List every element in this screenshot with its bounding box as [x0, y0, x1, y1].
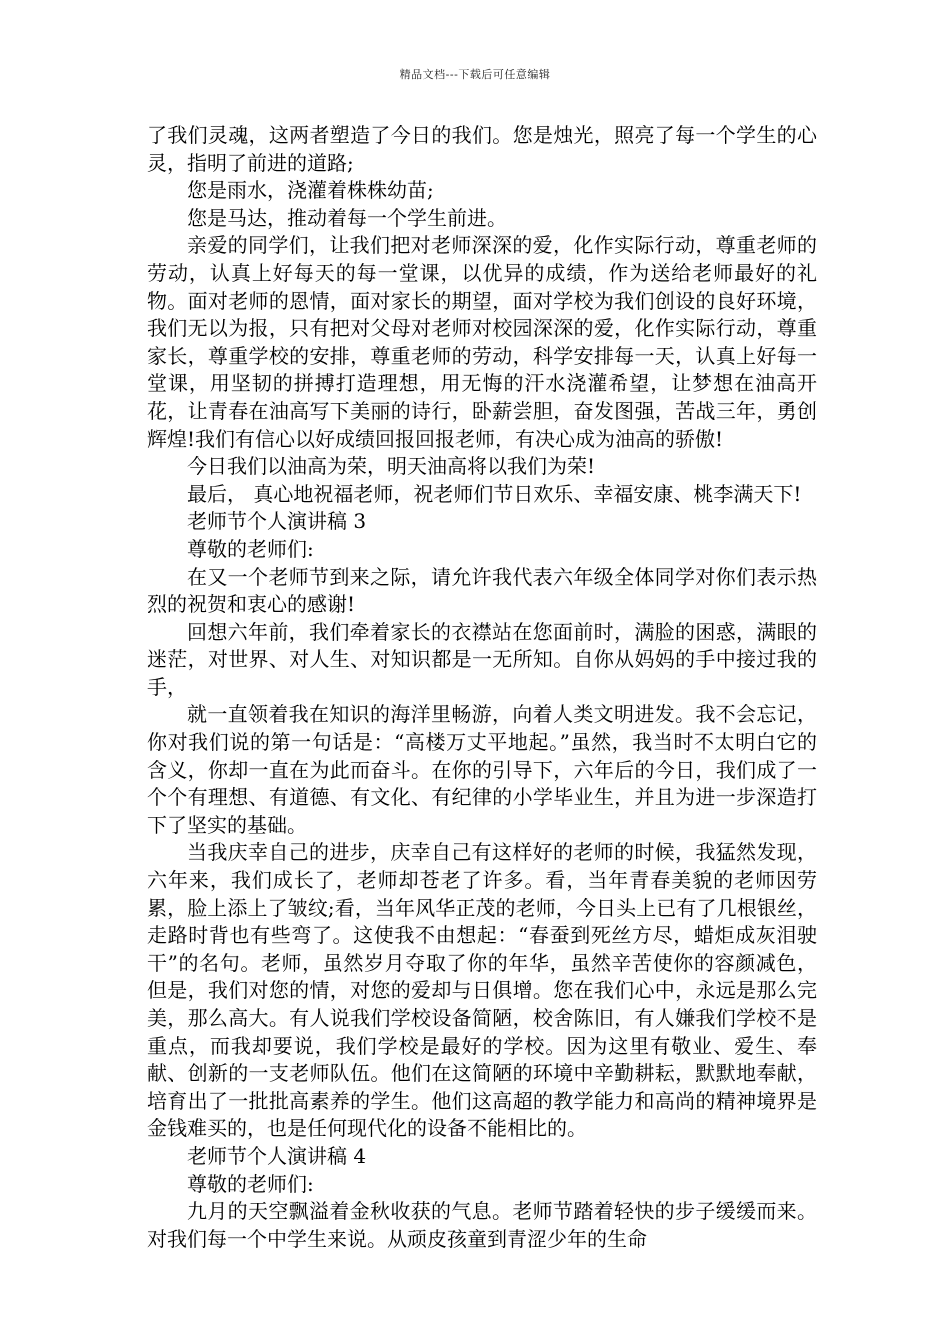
- paragraph: 当我庆幸自己的进步，庆幸自己有这样好的老师的时候，我猛然发现，六年来，我们成长了，老师却苍老了许多。看，当年青春美貌的老师因劳累，脸上添上了皱纹;看，当年风华正茂的老师，今日头上已有了几根银丝，走路时背也有些弯了。这使我不由想起：“春蚕到死丝方尽，蜡炬成灰泪驶干”的名句。老师，虽然岁月夺取了你的年华，虽然辛苦使你的容颜减色，但是，我们对您的情，对您的爱却与日俱增。您在我们心中，永远是那么完美，那么高大。有人说我们学校设备简陋，校舍陈旧，有人嫌我们学校不是重点，而我却要说，我们学校是最好的学校。因为这里有敬业、爱生、奉献、创新的一支老师队伍。他们在这简陋的环境中辛勤耕耘，默默地奉献，培育出了一批批高素养的学生。他们这高超的教学能力和高尚的精神境界是金钱难买的，也是任何现代化的设备不能相比的。: [147, 840, 817, 1141]
- paragraph: 您是马达，推动着每一个学生前进。: [187, 205, 507, 230]
- paragraph: 最后， 真心地祝福老师，祝老师们节日欢乐、幸福安康、桃李满天下!: [187, 481, 802, 506]
- salutation: 尊敬的老师们:: [187, 536, 314, 561]
- paragraph-continuation: 了我们灵魂，这两者塑造了今日的我们。您是烛光，照亮了每一个学生的心灵，指明了前进的道路;: [147, 123, 817, 175]
- paragraph: 亲爱的同学们，让我们把对老师深深的爱，化作实际行动，尊重老师的劳动，认真上好每天的每一堂课，以优异的成绩，作为送给老师最好的礼物。面对老师的恩情，面对家长的期望，面对学校为我们创设的良好环境，我们无以为报，只有把对父母对老师对校园深深的爱，化作实际行动，尊重家长，尊重学校的安排，尊重老师的劳动，科学安排每一天，认真上好每一堂课，用坚韧的拼搏打造理想，用无悔的汗水浇灌希望，让梦想在油高开花，让青春在油高写下美丽的诗行，卧薪尝胆，奋发图强，苦战三年，勇创辉煌!我们有信心以好成绩回报回报老师，有决心成为油高的骄傲!: [147, 233, 817, 451]
- paragraph: 九月的天空飘溢着金秋收获的气息。老师节踏着轻快的步子缓缓而来。对我们每一个中学生来说。从顽皮孩童到青涩少年的生命: [147, 1199, 817, 1251]
- document-body: [147, 122, 817, 1253]
- salutation: 尊敬的老师们:: [187, 1171, 314, 1196]
- section-title: 老师节个人演讲稿 3: [187, 509, 367, 534]
- page-header: 精品文档---下载后可任意编辑: [399, 68, 551, 81]
- paragraph: 您是雨水，浇灌着株株幼苗;: [187, 178, 434, 203]
- section-title: 老师节个人演讲稿 4: [187, 1143, 367, 1168]
- paragraph: 今日我们以油高为荣，明天油高将以我们为荣!: [187, 454, 596, 479]
- paragraph: 就一直领着我在知识的海洋里畅游，向着人类文明进发。我不会忘记，你对我们说的第一句话是：“高楼万丈平地起。”虽然，我当时不太明白它的含义，你却一直在为此而奋斗。在你的引导下，六年后的今日，我们成了一个个有理想、有道德、有文化、有纪律的小学毕业生，并且为进一步深造打下了坚实的基础。: [147, 702, 817, 837]
- paragraph: 在又一个老师节到来之际，请允许我代表六年级全体同学对你们表示热烈的祝贺和衷心的感谢!: [147, 564, 817, 617]
- paragraph: 回想六年前，我们牵着家长的衣襟站在您面前时，满脸的困惑，满眼的迷茫，对世界、对人生、对知识都是一无所知。自你从妈妈的手中接过我的手，: [147, 619, 817, 699]
